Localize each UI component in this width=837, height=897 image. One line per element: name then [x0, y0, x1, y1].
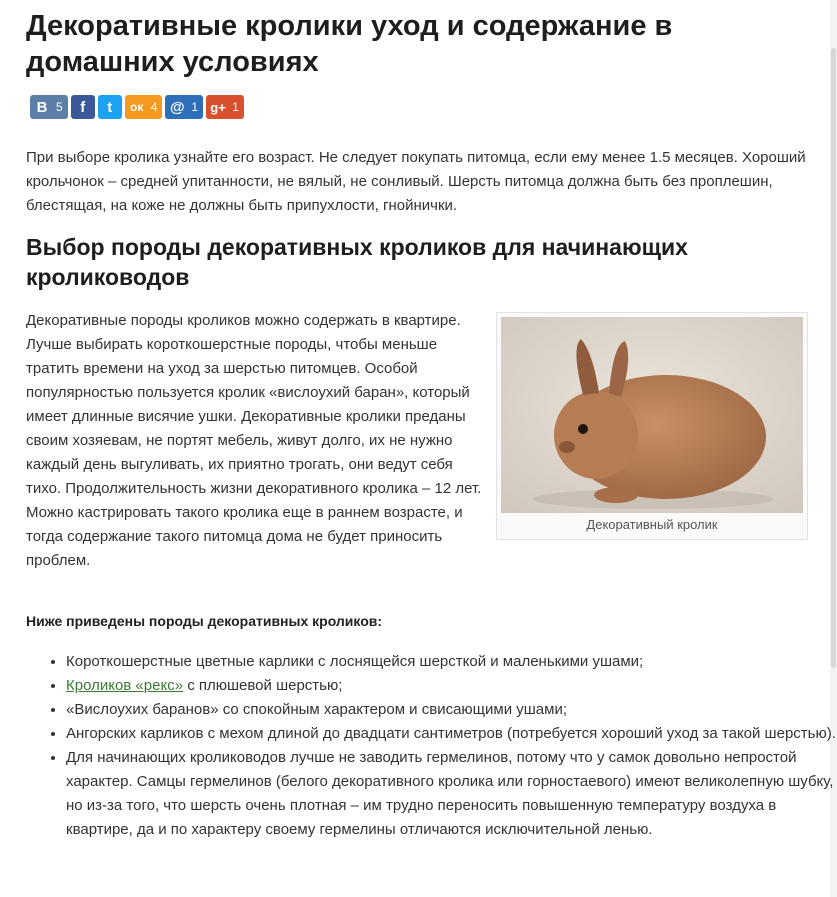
- list-item-text: Короткошерстные цветные карлики с лоснящейся шерсткой и маленькими ушами;: [66, 653, 644, 670]
- rabbit-photo: [501, 317, 803, 513]
- list-item-text: «Вислоухих баранов» со спокойным характером и свисающими ушами;: [66, 701, 567, 718]
- share-bar: [30, 95, 244, 119]
- odnoklassniki-share-count: 4: [150, 100, 158, 114]
- list-heading: Ниже приведены породы декоративных кроликов:: [26, 613, 383, 629]
- odnoklassniki-share-button[interactable]: [125, 95, 163, 119]
- mailru-share-count: 1: [191, 100, 199, 114]
- mailru-icon: @: [170, 98, 185, 116]
- gplus-share-count: 1: [232, 100, 239, 114]
- list-item: [66, 722, 836, 746]
- body-paragraph: Декоративные породы кроликов можно содержать в квартире. Лучше выбирать короткошерстные породы, чтобы меньше тратить времени на уход за шерстью питомцев. Особой популярностью пользуется кролик «вислоухий баран», который имеет длинные висячие ушки. Декоративные кролики преданы своим хозяевам, не портят мебель, живут долго, их не нужно каждый день выгуливать, их приятно трогать, они ведут себя тихо. Продолжительность жизни декоративного кролика – 12 лет. Можно кастрировать такого кролика еще в раннем возрасте, и тогда содержание такого питомца дома не будет приносить проблем.: [26, 312, 482, 569]
- list-item-text: с плюшевой шерстью;: [183, 677, 343, 694]
- list-item-text: Ангорских карликов с мехом длиной до двадцати сантиметров (потребуется хороший уход за такой шерстью).: [66, 725, 836, 742]
- scrollbar-thumb[interactable]: [831, 48, 836, 668]
- list-item: [66, 650, 836, 674]
- gplus-icon: g+: [210, 99, 226, 115]
- rex-rabbit-link[interactable]: Кроликов «рекс»: [66, 677, 184, 694]
- vk-share-button[interactable]: [30, 95, 68, 119]
- list-item: [66, 674, 836, 698]
- rabbit-figure: [496, 312, 808, 540]
- list-item-text: Для начинающих кролиководов лучше не заводить гермелинов, потому что у самок довольно непростой характер. Самцы гермелинов (белого декоративного кролика или горностаевого) имеют великолепную шубку, но из-за того, что шерсть очень плотная – им трудно переносить повышенную температуру воздуха в квартире, да и по характеру своему гермелины отличаются исключительной ленью.: [66, 749, 834, 838]
- intro-paragraph: При выборе кролика узнайте его возраст. Не следует покупать питомца, если ему менее 1.5 месяцев. Хороший крольчонок – средней упитанности, не вялый, не сонливый. Шерсть питомца должна быть без проплешин, блестящая, на коже не должны быть припухлости, гнойнички.: [26, 149, 806, 214]
- article-title: Декоративные кролики уход и содержание в домашних условиях: [26, 10, 673, 78]
- breed-list: [40, 650, 836, 842]
- list-item: [66, 698, 836, 722]
- odnoklassniki-icon: ок: [130, 100, 144, 114]
- list-item: [66, 746, 836, 842]
- vk-icon: В: [36, 98, 48, 116]
- twitter-icon: t: [107, 98, 113, 116]
- figure-caption: Декоративный кролик: [586, 517, 718, 532]
- gplus-share-button[interactable]: [206, 95, 244, 119]
- facebook-share-button[interactable]: [71, 95, 95, 119]
- mailru-share-button[interactable]: [165, 95, 203, 119]
- twitter-share-button[interactable]: [98, 95, 122, 119]
- facebook-icon: f: [80, 98, 86, 116]
- section-heading: Выбор породы декоративных кроликов для начинающих кролиководов: [26, 234, 688, 290]
- vk-share-count: 5: [56, 100, 63, 114]
